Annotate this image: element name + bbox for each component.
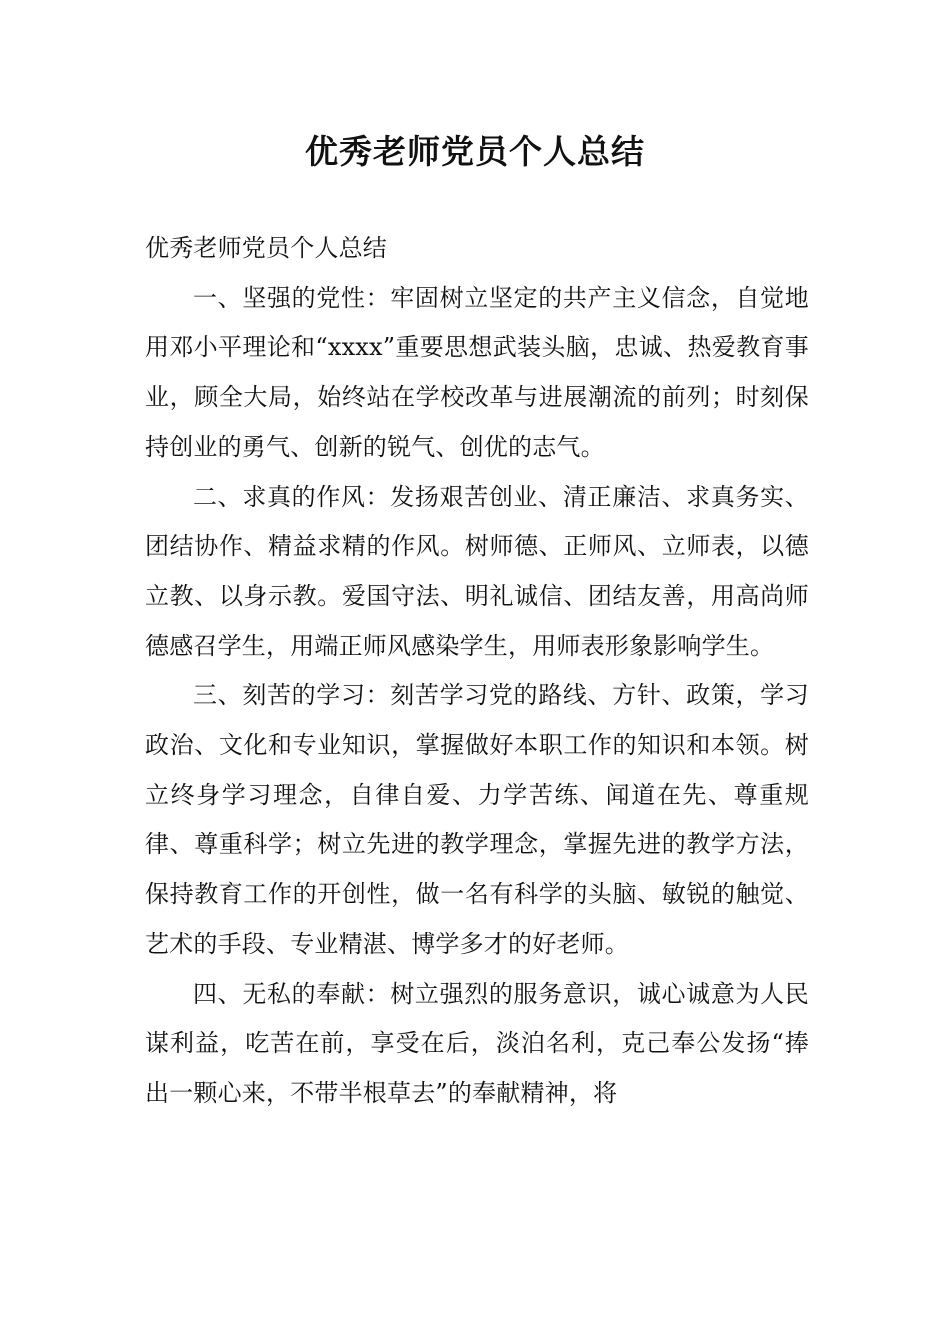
- paragraph-dedication: 四、无私的奉献：树立强烈的服务意识，诚心诚意为人民谋利益，吃苦在前，享受在后，淡泊名利，克己奉公发扬“捧出一颗心来，不带半根草去”的奉献精神，将: [145, 979, 809, 1107]
- document-subtitle: 优秀老师党员个人总结: [145, 234, 387, 262]
- paragraph-work-style: 二、求真的作风：发扬艰苦创业、清正廉洁、求真务实、团结协作、精益求精的作风。树师德、正师风、立师表，以德立教、以身示教。爱国守法、明礼诚信、团结友善，用高尚师德感召学生，用端正师风感染学生，用师表形象影响学生。: [145, 482, 809, 660]
- paragraph-party-spirit: 一、坚强的党性：牢固树立坚定的共产主义信念，自觉地用邓小平理论和“xxxx”重要思想武装头脑，忠诚、热爱教育事业，顾全大局，始终站在学校改革与进展潮流的前列；时刻保持创业的勇气、创新的锐气、创优的志气。: [145, 283, 809, 461]
- paragraph-study: 三、刻苦的学习：刻苦学习党的路线、方针、政策，学习政治、文化和专业知识，掌握做好本职工作的知识和本领。树立终身学习理念，自律自爱、力学苦练、闻道在先、尊重规律、尊重科学；树立先进的教学理念，掌握先进的教学方法，保持教育工作的开创性，做一名有科学的头脑、敏锐的触觉、艺术的手段、专业精湛、博学多才的好老师。: [145, 681, 809, 958]
- document-body: [145, 224, 809, 1119]
- document-title: 优秀老师党员个人总结: [305, 132, 645, 171]
